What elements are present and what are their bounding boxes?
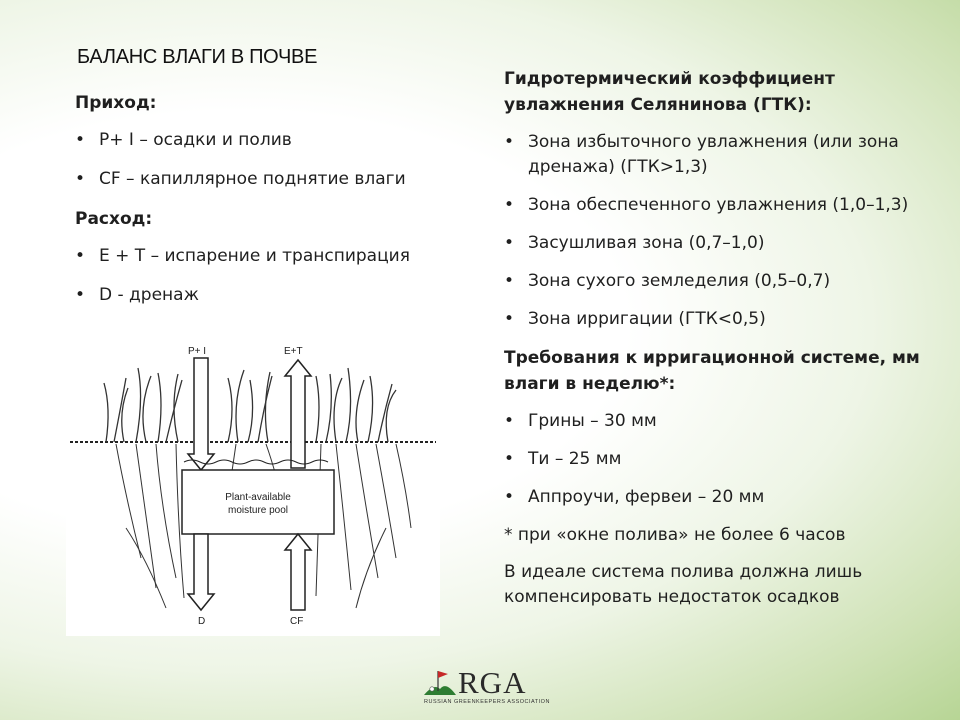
rga-logo	[424, 665, 550, 715]
income-list	[75, 128, 475, 192]
label-evapotranspiration: E+T	[284, 346, 303, 357]
list-item: • Грины – 30 мм	[504, 409, 934, 434]
golf-flag-icon	[424, 669, 456, 697]
income-heading: Приход:	[75, 93, 157, 113]
label-precipitation: P+ I	[188, 346, 207, 357]
left-column	[75, 90, 475, 322]
gtk-heading: Гидротермический коэффициент увлажнения Селянинова (ГТК):	[504, 69, 835, 115]
label-capillary: CF	[290, 616, 304, 627]
logo-text: RGA	[458, 665, 527, 700]
right-column	[504, 66, 934, 622]
grass-blades	[104, 368, 396, 442]
list-item: • D - дренаж	[75, 283, 475, 308]
arrow-drainage	[188, 534, 214, 610]
list-item: • Зона избыточного увлажнения (или зона дренажа) (ГТК>1,3)	[504, 130, 934, 180]
footnote: * при «окне полива» не более 6 часов	[504, 525, 846, 545]
list-item: • E + T – испарение и транспирация	[75, 244, 475, 269]
zones-list	[504, 130, 934, 332]
list-item: • P+ I – осадки и полив	[75, 128, 475, 153]
arrow-capillary	[285, 534, 311, 610]
list-item: • Зона ирригации (ГТК<0,5)	[504, 307, 934, 332]
logo-subtitle: RUSSIAN GREENKEEPERS ASSOCIATION	[424, 699, 550, 705]
list-item: • Зона сухого земледелия (0,5–0,7)	[504, 269, 934, 294]
expense-heading: Расход:	[75, 209, 153, 229]
soil-moisture-diagram	[66, 328, 440, 636]
list-item: • Аппроучи, фервеи – 20 мм	[504, 485, 934, 510]
pool-label-line1: Plant-available	[225, 492, 291, 503]
conclusion: В идеале система полива должна лишь компенсировать недостаток осадков	[504, 562, 863, 607]
irrigation-heading: Требования к ирригационной системе, мм влаги в неделю*:	[504, 348, 920, 394]
list-item: • Засушливая зона (0,7–1,0)	[504, 231, 934, 256]
list-item: • Зона обеспеченного увлажнения (1,0–1,3)	[504, 193, 934, 218]
label-drainage: D	[198, 616, 206, 627]
requirements-list	[504, 409, 934, 510]
list-item: • CF – капиллярное поднятие влаги	[75, 167, 475, 192]
page-title: БАЛАНС ВЛАГИ В ПОЧВЕ	[77, 46, 318, 68]
list-item: • Ти – 25 мм	[504, 447, 934, 472]
arrow-precipitation	[188, 358, 214, 470]
pool-label-line2: moisture pool	[227, 505, 289, 516]
expense-list	[75, 244, 475, 308]
arrow-evapotranspiration	[285, 360, 311, 468]
